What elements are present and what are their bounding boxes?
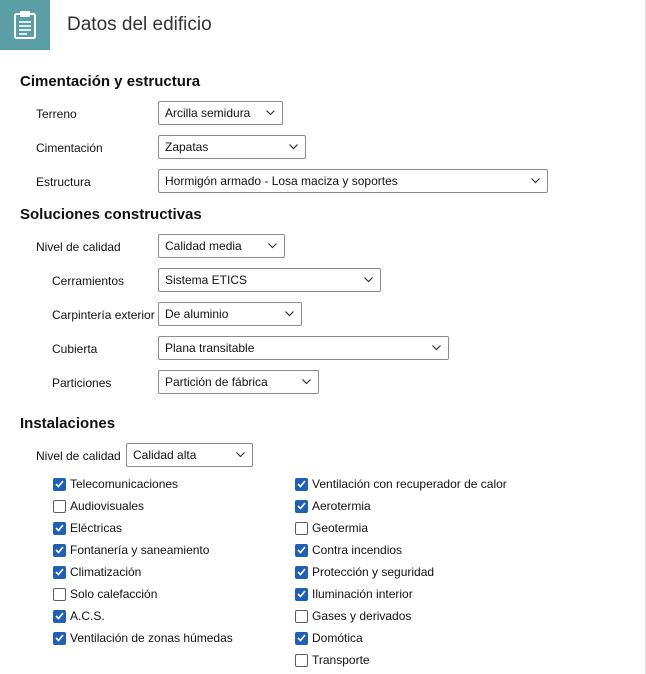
checkbox-row[interactable] [295,498,371,514]
checkbox-label: Telecomunicaciones [70,477,179,491]
checkmark-icon [297,546,306,554]
chevron-down-icon [236,452,245,458]
chevron-down-icon [531,178,540,184]
terreno-label: Terreno [36,107,77,121]
checkbox-unchecked[interactable] [53,500,66,513]
nivel-calidad-soluciones-select[interactable] [158,234,285,258]
checkbox-checked[interactable] [295,632,308,645]
checkbox-label: Aerotermia [312,499,371,513]
checkbox-checked[interactable] [295,566,308,579]
checkbox-label: Eléctricas [70,521,123,535]
checkbox-row[interactable] [295,608,411,624]
cubierta-value: Plana transitable [165,341,255,355]
nivel-calidad-soluciones-label: Nivel de calidad [36,240,121,254]
checkbox-row[interactable] [53,520,122,536]
cerramientos-value: Sistema ETICS [165,273,248,287]
cimentacion-value: Zapatas [165,140,209,154]
checkbox-label: Gases y derivados [312,609,412,623]
checkbox-checked[interactable] [53,566,66,579]
checkbox-row[interactable] [53,498,144,514]
checkbox-label: Transporte [312,653,370,667]
nivel-calidad-soluciones-value: Calidad media [165,239,242,253]
particiones-select[interactable] [158,370,319,394]
checkbox-unchecked[interactable] [53,588,66,601]
cubierta-select[interactable] [158,336,449,360]
checkbox-row[interactable] [295,476,507,492]
checkbox-label: Solo calefacción [70,587,158,601]
checkbox-label: Ventilación con recuperador de calor [312,477,507,491]
checkbox-unchecked[interactable] [295,654,308,667]
section-title-soluciones: Soluciones constructivas [20,206,202,223]
checkmark-icon [297,590,306,598]
checkbox-label: Contra incendios [312,543,403,557]
checkbox-label: Iluminación interior [312,587,413,601]
cimentacion-label: Cimentación [36,141,103,155]
checkbox-label: Ventilación de zonas húmedas [70,631,233,645]
cerramientos-select[interactable] [158,268,381,292]
checkbox-row[interactable] [295,564,434,580]
checkbox-checked[interactable] [53,478,66,491]
checkbox-row[interactable] [295,652,370,668]
cimentacion-select[interactable] [158,135,306,159]
checkbox-checked[interactable] [295,544,308,557]
carpinteria-value: De aluminio [165,307,229,321]
checkbox-row[interactable] [53,542,209,558]
page-title: Datos del edificio [67,14,212,35]
checkmark-icon [297,502,306,510]
particiones-value: Partición de fábrica [165,375,268,389]
checkmark-icon [297,568,306,576]
checkbox-unchecked[interactable] [295,522,308,535]
checkbox-checked[interactable] [295,588,308,601]
checkbox-label: Fontanería y saneamiento [70,543,210,557]
checkmark-icon [55,480,64,488]
checkmark-icon [55,634,64,642]
chevron-down-icon [285,311,294,317]
checkmark-icon [55,612,64,620]
carpinteria-label: Carpintería exterior [52,308,155,322]
checkbox-row[interactable] [53,586,157,602]
terreno-select[interactable] [158,101,283,125]
checkmark-icon [297,634,306,642]
checkmark-icon [55,524,64,532]
chevron-down-icon [268,243,277,249]
checkbox-label: Protección y seguridad [312,565,435,579]
cubierta-label: Cubierta [52,342,98,356]
clipboard-icon [13,10,37,40]
carpinteria-select[interactable] [158,302,302,326]
checkbox-label: Climatización [70,565,142,579]
checkmark-icon [297,480,306,488]
checkbox-row[interactable] [295,630,363,646]
cerramientos-label: Cerramientos [52,274,125,288]
checkbox-label: Domótica [312,631,363,645]
checkbox-label: Geotermia [312,521,369,535]
checkbox-row[interactable] [53,476,178,492]
checkbox-row[interactable] [53,630,233,646]
nivel-calidad-instalaciones-select[interactable] [126,443,253,467]
chevron-down-icon [432,345,441,351]
estructura-select[interactable] [158,169,548,193]
header-icon-tile [0,0,50,50]
checkmark-icon [55,546,64,554]
nivel-calidad-instalaciones-value: Calidad alta [133,448,197,462]
checkbox-checked[interactable] [53,522,66,535]
checkbox-label: A.C.S. [70,609,105,623]
chevron-down-icon [289,144,298,150]
checkbox-checked[interactable] [53,544,66,557]
checkbox-row[interactable] [295,542,402,558]
estructura-label: Estructura [36,175,91,189]
checkbox-checked[interactable] [53,610,66,623]
checkbox-unchecked[interactable] [295,610,308,623]
particiones-label: Particiones [52,376,112,390]
nivel-calidad-instalaciones-label: Nivel de calidad [36,449,121,463]
checkmark-icon [55,568,64,576]
checkbox-label: Audiovisuales [70,499,145,513]
checkbox-checked[interactable] [53,632,66,645]
chevron-down-icon [302,379,311,385]
terreno-value: Arcilla semidura [165,106,251,120]
chevron-down-icon [266,110,275,116]
chevron-down-icon [364,277,373,283]
estructura-value: Hormigón armado - Losa maciza y soportes [165,174,398,188]
section-title-cimentacion: Cimentación y estructura [20,73,201,90]
section-title-instalaciones: Instalaciones [20,415,116,432]
checkbox-row[interactable] [295,520,368,536]
checkbox-checked[interactable] [295,500,308,513]
checkbox-checked[interactable] [295,478,308,491]
checkbox-row[interactable] [53,564,141,580]
checkbox-row[interactable] [53,608,105,624]
checkbox-row[interactable] [295,586,413,602]
